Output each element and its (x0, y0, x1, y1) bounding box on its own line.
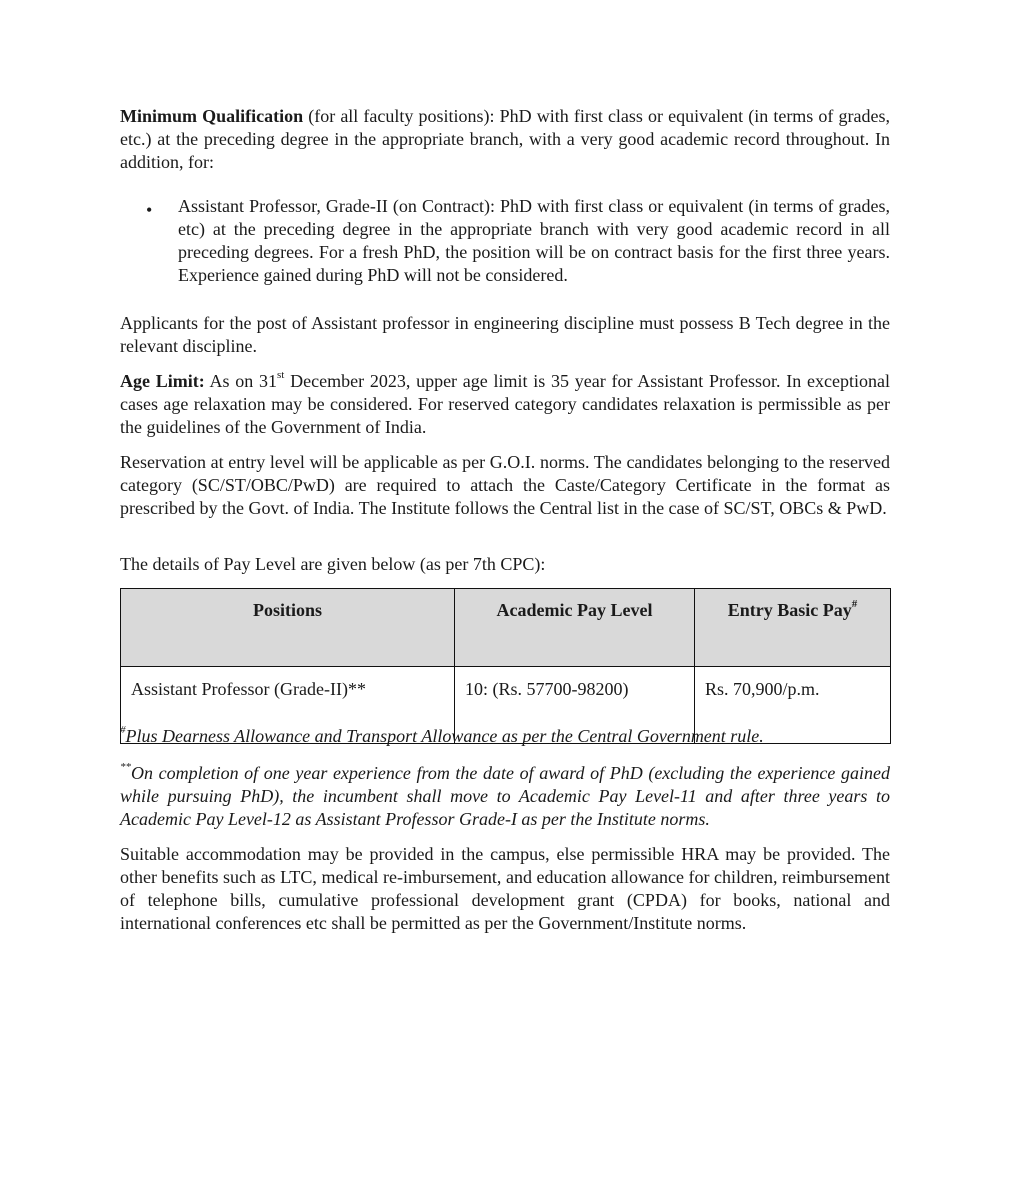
age-limit-label: Age Limit: (120, 371, 205, 391)
minimum-qualification-label: Minimum Qualification (120, 106, 304, 126)
footnote-promotion-text: On completion of one year experience from the date of award of PhD (excluding the experience gained while pursuing PhD), the incumbent shall move to Academic Pay Level-11 and after three years to Academic Pay Level-12 as Assistant Professor Grade-I as per the Institute norms. (120, 763, 890, 829)
age-limit-text-before: As on 31 (204, 371, 278, 391)
age-limit-superscript: st (277, 369, 285, 381)
header-entry-basic-pay-label: Entry Basic Pay (727, 600, 852, 620)
minimum-qualification-paragraph (120, 105, 890, 174)
age-limit-paragraph (120, 370, 890, 439)
footnote-promotion (120, 762, 890, 831)
reservation-paragraph: Reservation at entry level will be applicable as per G.O.I. norms. The candidates belonging to the reserved category (SC/ST/OBC/PwD) are required to attach the Caste/Category Certificate in the format as prescribed by the Govt. of India. The Institute follows the Central list in the case of SC/ST, OBCs & PwD. (120, 452, 890, 518)
pay-level-table (120, 588, 891, 744)
minimum-qualification-text: (for all faculty positions): PhD with first class or equivalent (in terms of grades, etc.) at the preceding degree in the appropriate branch, with a very good academic record throughout. In addition, for: (120, 106, 891, 172)
header-academic-pay-level: Academic Pay Level (455, 589, 695, 667)
header-entry-basic-pay (695, 589, 891, 667)
assistant-professor-bullet: Assistant Professor, Grade-II (on Contract): PhD with first class or equivalent (in terms of grades, etc) at the preceding degree in the appropriate branch with very good academic record in all preceding degrees. For a fresh PhD, the position will be on contract basis for the first three years. Experience gained during PhD will not be considered. (178, 196, 890, 285)
bullet-icon: • (146, 200, 153, 220)
footnote-allowance-mark: # (120, 724, 126, 736)
footnote-promotion-mark: ** (120, 761, 131, 773)
header-positions: Positions (121, 589, 455, 667)
applicants-paragraph: Applicants for the post of Assistant professor in engineering discipline must possess B Tech degree in the relevant discipline. (120, 313, 890, 356)
pay-level-intro: The details of Pay Level are given below (as per 7th CPC): (120, 554, 546, 574)
benefits-paragraph: Suitable accommodation may be provided in the campus, else permissible HRA may be provided. The other benefits such as LTC, medical re-imbursement, and education allowance for children, reimbursement of telephone bills, cumulative professional development grant (CPDA) for books, national and international conferences etc shall be permitted as per the Government/Institute norms. (120, 844, 890, 933)
footnote-allowance (120, 725, 890, 748)
cell-position: Assistant Professor (Grade-II)** (121, 667, 455, 744)
age-limit-text-after: December 2023, upper age limit is 35 year for Assistant Professor. In exceptional cases age relaxation may be considered. For reserved category candidates relaxation is permissible as per the guidelines of the Government of India. (120, 371, 890, 437)
cell-academic-pay-level: 10: (Rs. 57700-98200) (455, 667, 695, 744)
header-entry-basic-pay-mark: # (851, 598, 858, 610)
cell-entry-basic-pay: Rs. 70,900/p.m. (695, 667, 891, 744)
footnote-allowance-text: Plus Dearness Allowance and Transport Allowance as per the Central Government rule. (125, 726, 764, 746)
table-header-row (121, 589, 891, 667)
